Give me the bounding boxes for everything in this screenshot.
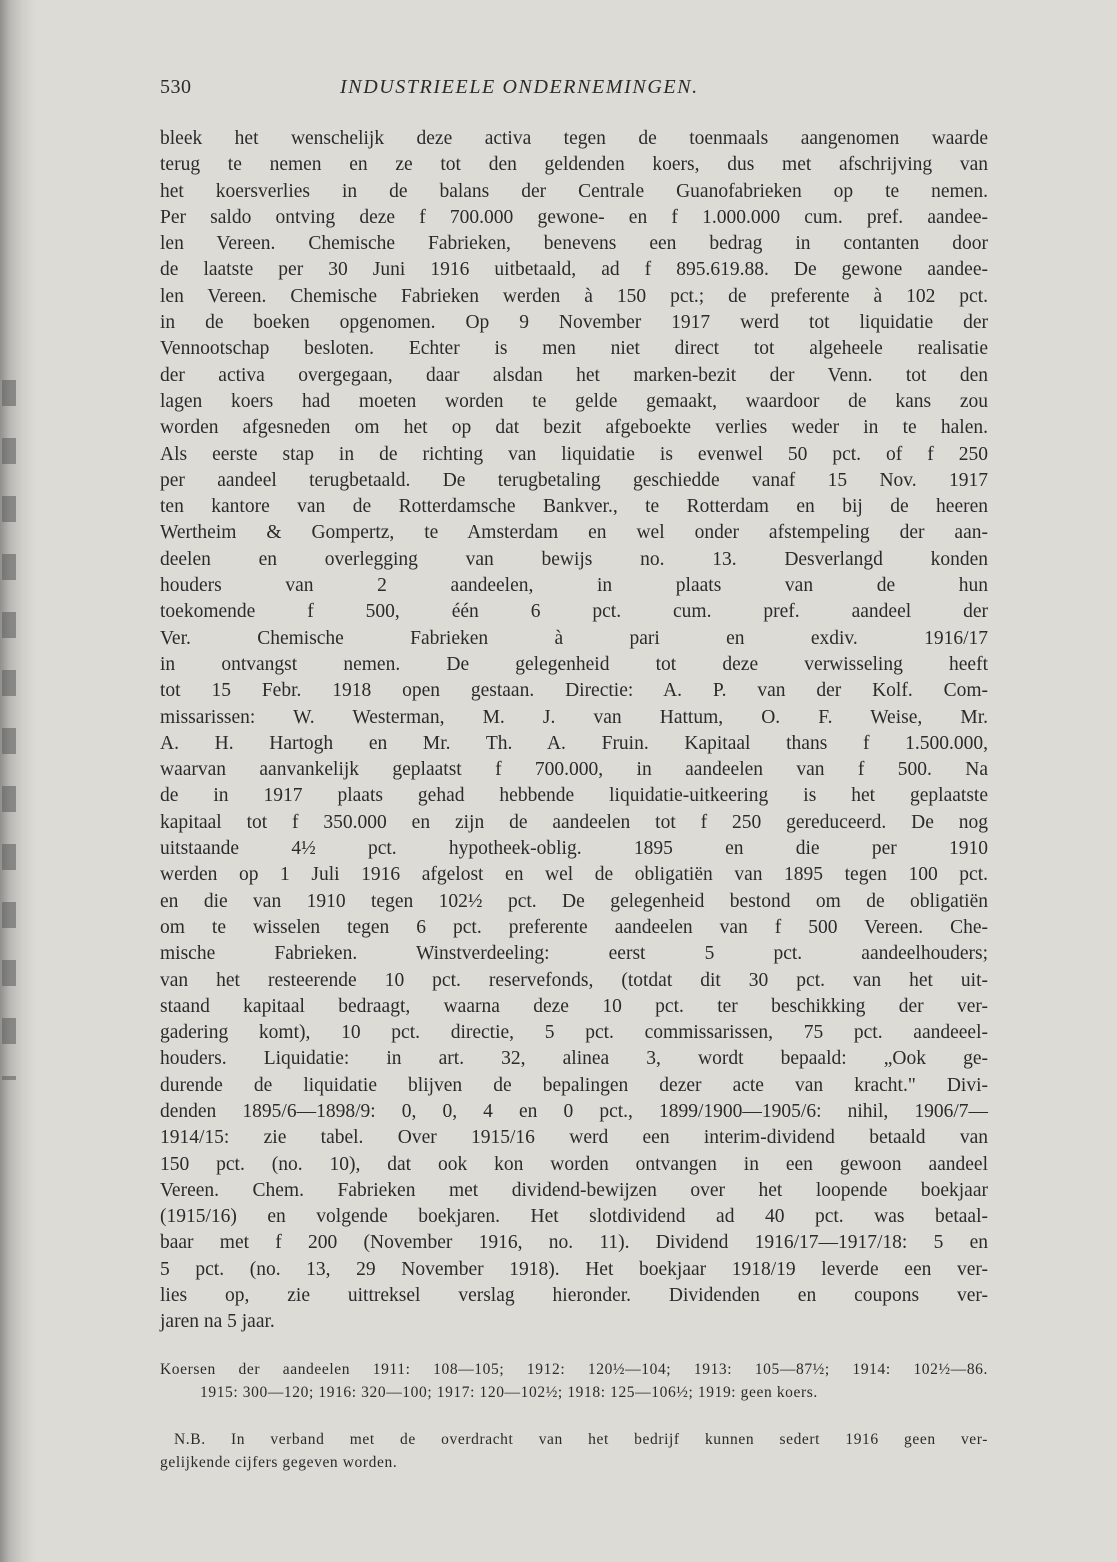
text-line: deelen en overlegging van bewijs no. 13. Desverlangd konden [160, 548, 988, 570]
footnote [160, 1428, 988, 1474]
body-text [160, 126, 988, 1336]
text-line: het koersverlies in de balans der Centrale Guanofabrieken op te nemen. [160, 180, 988, 202]
text-line: Ver. Chemische Fabrieken à pari en exdiv. 1916/17 [160, 627, 988, 649]
text-line: staand kapitaal bedraagt, waarna deze 10 pct. ter beschikking der ver- [160, 995, 988, 1017]
text-line: durende de liquidatie blijven de bepalingen dezer acte van kracht." Divi- [160, 1074, 988, 1096]
text-line: van het resteerende 10 pct. reservefonds, (totdat dit 30 pct. van het uit- [160, 969, 988, 991]
text-line: Wertheim & Gompertz, te Amsterdam en wel onder afstempeling der aan- [160, 522, 988, 544]
text-line: ten kantore van de Rotterdamsche Bankver., te Rotterdam en bij de heeren [160, 496, 988, 518]
text-line: (1915/16) en volgende boekjaren. Het slotdividend ad 40 pct. was betaal- [160, 1206, 988, 1228]
text-line: lies op, zie uittreksel verslag hieronder. Dividenden en coupons ver- [160, 1285, 988, 1307]
page-binding-edge [0, 0, 36, 1562]
share-prices-line: 1915: 300—120; 1916: 320—100; 1917: 120—102½; 1918: 125—106½; 1919: geen koers. [200, 1384, 818, 1401]
text-line: baar met f 200 (November 1916, no. 11). Dividend 1916/17—1917/18: 5 en [160, 1232, 988, 1254]
text-line: missarissen: W. Westerman, M. J. van Hattum, O. F. Weise, Mr. [160, 706, 988, 728]
text-line: lagen koers had moeten worden te gelde gemaakt, waardoor de kans zou [160, 390, 988, 412]
text-line: Vennootschap besloten. Echter is men niet direct tot algeheele realisatie [160, 338, 988, 360]
share-prices [160, 1358, 988, 1404]
text-line: A. H. Hartogh en Mr. Th. A. Fruin. Kapitaal thans f 1.500.000, [160, 732, 988, 754]
text-line: in ontvangst nemen. De gelegenheid tot deze verwisseling heeft [160, 653, 988, 675]
text-line: terug te nemen en ze tot den geldenden koers, dus met afschrijving van [160, 154, 988, 176]
text-line: len Vereen. Chemische Fabrieken, benevens een bedrag in contanten door [160, 233, 988, 255]
text-line: houders. Liquidatie: in art. 32, alinea 3, wordt bepaald: „Ook ge- [160, 1048, 988, 1070]
share-prices-line: Koersen der aandeelen 1911: 108—105; 1912: 120½—104; 1913: 105—87½; 1914: 102½—86. [160, 1361, 988, 1378]
footnote-line: gelijkende cijfers gegeven worden. [160, 1454, 398, 1471]
page-title: INDUSTRIEELE ONDERNEMINGEN. [340, 76, 699, 98]
page-number: 530 [160, 76, 192, 98]
text-line: werden op 1 Juli 1916 afgelost en wel de obligatiën van 1895 tegen 100 pct. [160, 864, 988, 886]
text-line: mische Fabrieken. Winstverdeeling: eerst 5 pct. aandeelhouders; [160, 943, 988, 965]
text-line: toekomende f 500, één 6 pct. cum. pref. aandeel der [160, 601, 988, 623]
text-line: de in 1917 plaats gehad hebbende liquidatie-uitkeering is het geplaatste [160, 785, 988, 807]
text-line: denden 1895/6—1898/9: 0, 0, 4 en 0 pct., 1899/1900—1905/6: nihil, 1906/7— [160, 1100, 988, 1122]
text-line: in de boeken opgenomen. Op 9 November 1917 werd tot liquidatie der [160, 312, 988, 334]
text-line: jaren na 5 jaar. [160, 1311, 275, 1333]
text-line: 5 pct. (no. 13, 29 November 1918). Het boekjaar 1918/19 leverde een ver- [160, 1258, 988, 1280]
text-line: gadering komt), 10 pct. directie, 5 pct. commissarissen, 75 pct. aandeeel- [160, 1022, 988, 1044]
text-line: 1914/15: zie tabel. Over 1915/16 werd een interim-dividend betaald van [160, 1127, 988, 1149]
text-line: len Vereen. Chemische Fabrieken werden à 150 pct.; de preferente à 102 pct. [160, 285, 988, 307]
text-line: uitstaande 4½ pct. hypotheek-oblig. 1895 en die per 1910 [160, 838, 988, 860]
text-line: bleek het wenschelijk deze activa tegen de toenmaals aangenomen waarde [160, 128, 988, 149]
text-line: tot 15 Febr. 1918 open gestaan. Directie: A. P. van der Kolf. Com- [160, 680, 988, 702]
text-line: houders van 2 aandeelen, in plaats van de hun [160, 575, 988, 597]
text-line: Per saldo ontving deze f 700.000 gewone- en f 1.000.000 cum. pref. aandee- [160, 206, 988, 228]
text-line: per aandeel terugbetaald. De terugbetaling geschiedde vanaf 15 Nov. 1917 [160, 469, 988, 491]
text-line: 150 pct. (no. 10), dat ook kon worden ontvangen in een gewoon aandeel [160, 1153, 988, 1175]
text-line: Als eerste stap in de richting van liquidatie is evenwel 50 pct. of f 250 [160, 443, 988, 465]
footnote-line: N.B. In verband met de overdracht van het bedrijf kunnen sedert 1916 geen ver- [174, 1431, 988, 1448]
text-line: kapitaal tot f 350.000 en zijn de aandeelen tot f 250 gereduceerd. De nog [160, 811, 988, 833]
text-line: Vereen. Chem. Fabrieken met dividend-bewijzen over het loopende boekjaar [160, 1179, 988, 1201]
text-line: der activa overgegaan, daar alsdan het marken-bezit der Venn. tot den [160, 364, 988, 386]
text-line: worden afgesneden om het op dat bezit afgeboekte verlies weder in te halen. [160, 417, 988, 439]
text-line: waarvan aanvankelijk geplaatst f 700.000, in aandeelen van f 500. Na [160, 759, 988, 781]
binding-marks [2, 380, 16, 1080]
text-line: en die van 1910 tegen 102½ pct. De gelegenheid bestond om de obligatiën [160, 890, 988, 912]
text-line: om te wisselen tegen 6 pct. preferente aandeelen van f 500 Vereen. Che- [160, 916, 988, 938]
text-line: de laatste per 30 Juni 1916 uitbetaald, ad f 895.619.88. De gewone aandee- [160, 259, 988, 281]
running-head [160, 76, 990, 106]
